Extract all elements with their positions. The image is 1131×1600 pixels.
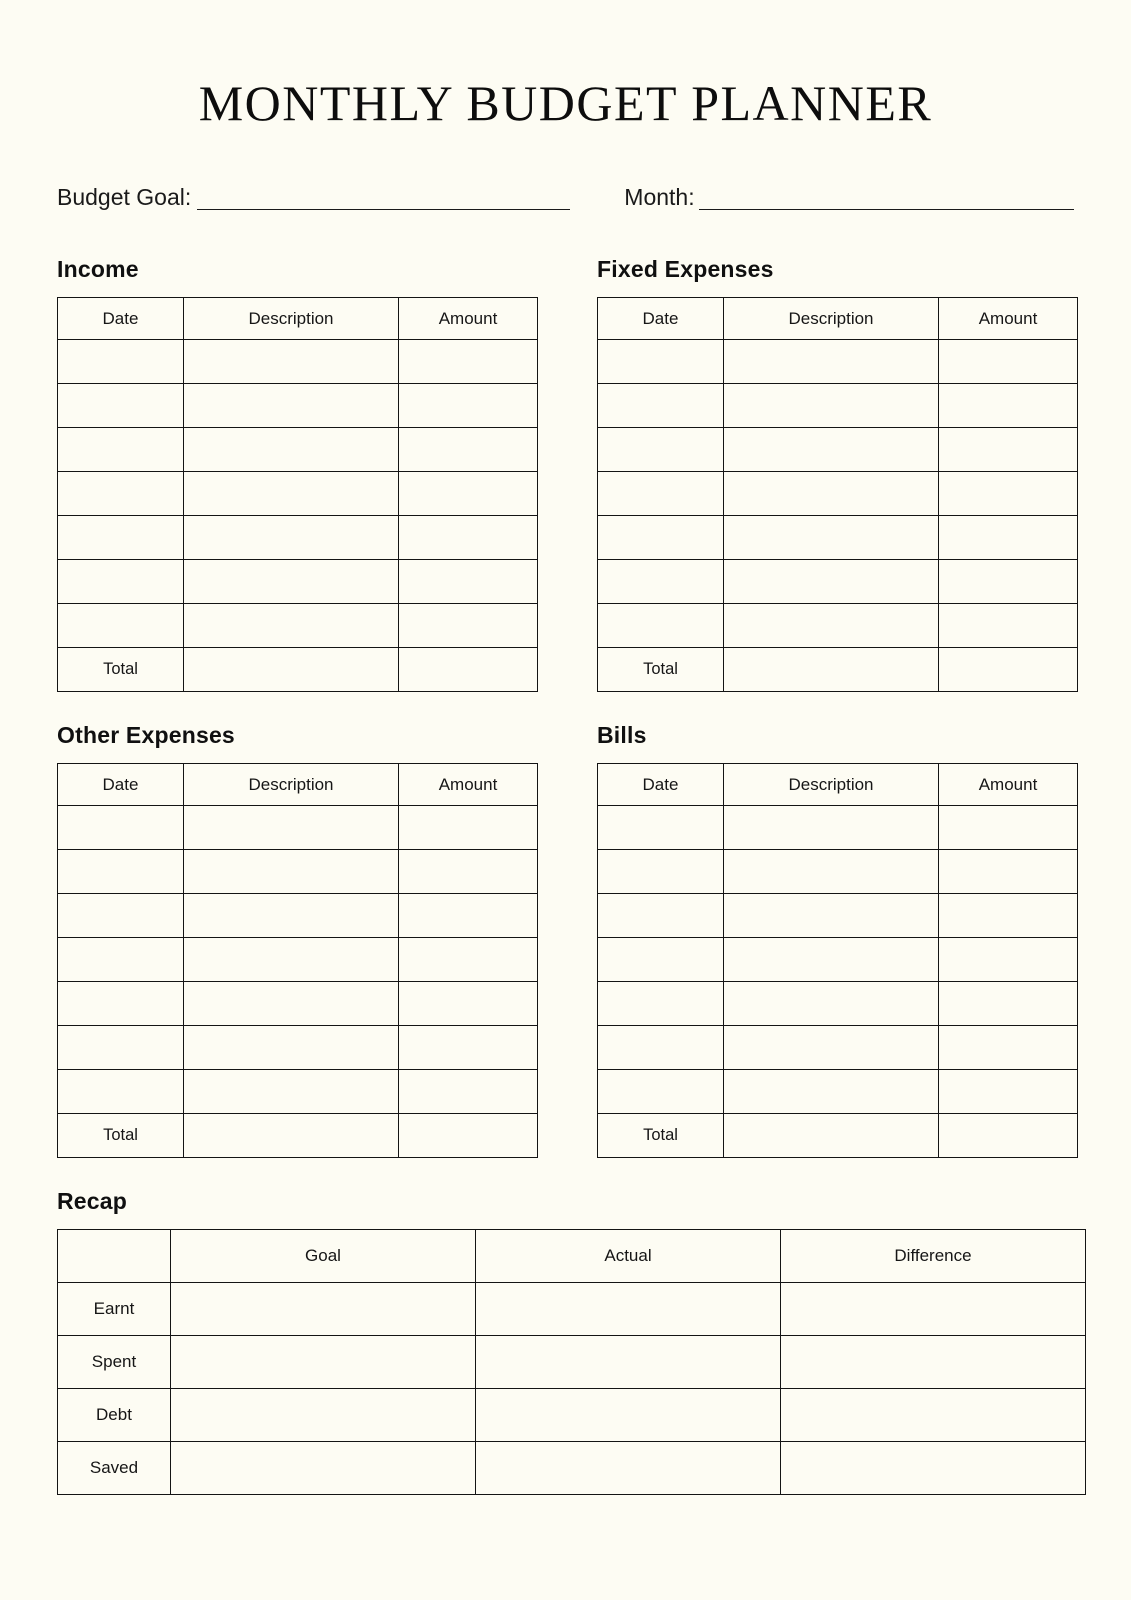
recap-table [57, 1229, 1086, 1495]
table-row [58, 982, 538, 1026]
cell-date[interactable] [598, 384, 724, 428]
cell-amount[interactable] [939, 1026, 1078, 1070]
section-other-expenses [57, 722, 534, 1158]
cell-description[interactable] [184, 560, 399, 604]
table-row [58, 428, 538, 472]
table-header-row [58, 764, 538, 806]
total-label: Total [598, 648, 724, 692]
cell-amount[interactable] [939, 340, 1078, 384]
cell-description[interactable] [724, 340, 939, 384]
recap-row-label-debt: Debt [58, 1389, 171, 1442]
cell-description[interactable] [724, 1070, 939, 1114]
table-row [598, 340, 1078, 384]
table-row [598, 850, 1078, 894]
cell-description[interactable] [724, 1026, 939, 1070]
fixed-expenses-heading: Fixed Expenses [597, 256, 774, 282]
total-amount[interactable] [939, 1114, 1078, 1158]
table-row [598, 938, 1078, 982]
column-header-date: Date [598, 298, 724, 340]
cell-date[interactable] [58, 516, 184, 560]
column-header-amount: Amount [399, 298, 538, 340]
cell-description[interactable] [724, 894, 939, 938]
cell-actual[interactable] [476, 1389, 781, 1442]
cell-amount[interactable] [939, 894, 1078, 938]
cell-amount[interactable] [399, 472, 538, 516]
cell-amount[interactable] [939, 1070, 1078, 1114]
cell-date[interactable] [58, 806, 184, 850]
column-header-goal: Goal [171, 1230, 476, 1283]
cell-description[interactable] [184, 1070, 399, 1114]
column-header-amount: Amount [939, 298, 1078, 340]
cell-date[interactable] [58, 1026, 184, 1070]
table-row [598, 516, 1078, 560]
table-total-row [598, 648, 1078, 692]
cell-goal[interactable] [171, 1389, 476, 1442]
cell-date[interactable] [598, 428, 724, 472]
recap-row-label-spent: Spent [58, 1336, 171, 1389]
cell-amount[interactable] [399, 560, 538, 604]
table-row [58, 472, 538, 516]
cell-date[interactable] [598, 894, 724, 938]
cell-description[interactable] [184, 938, 399, 982]
cell-amount[interactable] [399, 340, 538, 384]
table-row [598, 894, 1078, 938]
cell-description[interactable] [724, 604, 939, 648]
cell-date[interactable] [598, 938, 724, 982]
table-row [598, 384, 1078, 428]
column-header-actual: Actual [476, 1230, 781, 1283]
table-total-row [58, 648, 538, 692]
table-row [58, 604, 538, 648]
table-row [58, 1070, 538, 1114]
cell-description[interactable] [724, 560, 939, 604]
cell-date[interactable] [58, 560, 184, 604]
cell-date[interactable] [58, 1070, 184, 1114]
cell-date[interactable] [598, 472, 724, 516]
cell-date[interactable] [58, 604, 184, 648]
column-header-date: Date [58, 298, 184, 340]
bills-table [597, 763, 1078, 1158]
cell-amount[interactable] [399, 894, 538, 938]
cell-amount[interactable] [939, 850, 1078, 894]
cell-description[interactable] [724, 806, 939, 850]
cell-actual[interactable] [476, 1442, 781, 1495]
cell-date[interactable] [598, 560, 724, 604]
table-header-row [58, 1230, 1086, 1283]
table-row [58, 850, 538, 894]
cell-amount[interactable] [399, 1070, 538, 1114]
cell-description[interactable] [184, 340, 399, 384]
table-header-row [598, 298, 1078, 340]
section-fixed-expenses [597, 256, 1074, 692]
cell-amount[interactable] [399, 938, 538, 982]
cell-date[interactable] [58, 982, 184, 1026]
cell-date[interactable] [598, 516, 724, 560]
cell-difference[interactable] [781, 1389, 1086, 1442]
table-row [598, 472, 1078, 516]
budget-goal-field[interactable] [57, 184, 570, 210]
income-table [57, 297, 538, 692]
column-header-date: Date [58, 764, 184, 806]
total-label: Total [58, 648, 184, 692]
section-income [57, 256, 534, 692]
cell-amount[interactable] [939, 428, 1078, 472]
column-header-description: Description [724, 298, 939, 340]
cell-date[interactable] [598, 340, 724, 384]
table-row [58, 516, 538, 560]
cell-date[interactable] [598, 806, 724, 850]
cell-goal[interactable] [171, 1442, 476, 1495]
cell-date[interactable] [58, 472, 184, 516]
cell-description[interactable] [184, 472, 399, 516]
cell-description[interactable] [724, 982, 939, 1026]
table-row [58, 384, 538, 428]
month-field[interactable] [624, 184, 1074, 210]
meta-row [57, 184, 1074, 210]
cell-date[interactable] [598, 850, 724, 894]
cell-amount[interactable] [399, 1026, 538, 1070]
cell-amount[interactable] [939, 384, 1078, 428]
table-row [58, 1442, 1086, 1495]
month-label: Month: [624, 184, 695, 210]
table-header-row [598, 764, 1078, 806]
column-header-blank [58, 1230, 171, 1283]
table-row [58, 894, 538, 938]
total-description[interactable] [724, 648, 939, 692]
cell-difference[interactable] [781, 1336, 1086, 1389]
cell-date[interactable] [598, 1070, 724, 1114]
section-bills [597, 722, 1074, 1158]
cell-description[interactable] [184, 516, 399, 560]
cell-amount[interactable] [939, 982, 1078, 1026]
cell-amount[interactable] [399, 850, 538, 894]
table-total-row [598, 1114, 1078, 1158]
column-header-description: Description [184, 298, 399, 340]
table-row [58, 806, 538, 850]
budget-goal-input[interactable] [197, 187, 570, 210]
cell-amount[interactable] [939, 516, 1078, 560]
other-expenses-table [57, 763, 538, 1158]
cell-description[interactable] [724, 428, 939, 472]
section-recap [57, 1188, 1074, 1495]
cell-description[interactable] [184, 1026, 399, 1070]
cell-description[interactable] [724, 938, 939, 982]
cell-description[interactable] [184, 604, 399, 648]
cell-amount[interactable] [939, 472, 1078, 516]
cell-date[interactable] [58, 340, 184, 384]
cell-amount[interactable] [939, 604, 1078, 648]
column-header-difference: Difference [781, 1230, 1086, 1283]
total-label: Total [58, 1114, 184, 1158]
cell-amount[interactable] [399, 428, 538, 472]
cell-description[interactable] [184, 428, 399, 472]
table-row [58, 1026, 538, 1070]
cell-description[interactable] [724, 384, 939, 428]
cell-description[interactable] [724, 516, 939, 560]
page-title: MONTHLY BUDGET PLANNER [198, 75, 933, 131]
total-description[interactable] [184, 648, 399, 692]
cell-amount[interactable] [939, 560, 1078, 604]
tables-columns [57, 256, 1074, 1158]
column-header-date: Date [598, 764, 724, 806]
table-row [58, 938, 538, 982]
cell-description[interactable] [724, 850, 939, 894]
table-header-row [58, 298, 538, 340]
total-amount[interactable] [939, 648, 1078, 692]
cell-description[interactable] [184, 384, 399, 428]
recap-row-label-saved: Saved [58, 1442, 171, 1495]
cell-description[interactable] [184, 894, 399, 938]
total-amount[interactable] [399, 1114, 538, 1158]
table-row [58, 1389, 1086, 1442]
cell-date[interactable] [598, 1026, 724, 1070]
fixed-expenses-table [597, 297, 1078, 692]
table-row [58, 340, 538, 384]
cell-date[interactable] [58, 850, 184, 894]
table-row [58, 560, 538, 604]
total-description[interactable] [184, 1114, 399, 1158]
column-header-amount: Amount [399, 764, 538, 806]
table-row [598, 428, 1078, 472]
cell-description[interactable] [184, 806, 399, 850]
table-row [598, 604, 1078, 648]
cell-difference[interactable] [781, 1442, 1086, 1495]
cell-date[interactable] [58, 938, 184, 982]
income-heading: Income [57, 256, 139, 282]
right-column [597, 256, 1074, 1158]
cell-date[interactable] [58, 384, 184, 428]
cell-description[interactable] [724, 472, 939, 516]
table-row [598, 806, 1078, 850]
recap-row-label-earnt: Earnt [58, 1283, 171, 1336]
table-row [58, 1336, 1086, 1389]
cell-date[interactable] [58, 894, 184, 938]
cell-amount[interactable] [399, 982, 538, 1026]
cell-actual[interactable] [476, 1283, 781, 1336]
table-total-row [58, 1114, 538, 1158]
cell-description[interactable] [184, 850, 399, 894]
cell-difference[interactable] [781, 1283, 1086, 1336]
cell-goal[interactable] [171, 1336, 476, 1389]
column-header-description: Description [724, 764, 939, 806]
table-row [598, 1026, 1078, 1070]
total-description[interactable] [724, 1114, 939, 1158]
cell-amount[interactable] [399, 604, 538, 648]
recap-heading: Recap [57, 1188, 128, 1214]
cell-date[interactable] [598, 604, 724, 648]
budget-goal-label: Budget Goal: [57, 184, 192, 210]
cell-description[interactable] [184, 982, 399, 1026]
column-header-description: Description [184, 764, 399, 806]
month-input[interactable] [699, 187, 1074, 210]
total-label: Total [598, 1114, 724, 1158]
table-row [58, 1283, 1086, 1336]
table-row [598, 982, 1078, 1026]
bills-heading: Bills [597, 722, 647, 748]
cell-amount[interactable] [939, 806, 1078, 850]
column-header-amount: Amount [939, 764, 1078, 806]
other-expenses-heading: Other Expenses [57, 722, 235, 748]
cell-amount[interactable] [399, 516, 538, 560]
left-column [57, 256, 534, 1158]
table-row [598, 560, 1078, 604]
total-amount[interactable] [399, 648, 538, 692]
cell-date[interactable] [598, 982, 724, 1026]
table-row [598, 1070, 1078, 1114]
cell-actual[interactable] [476, 1336, 781, 1389]
cell-goal[interactable] [171, 1283, 476, 1336]
cell-amount[interactable] [939, 938, 1078, 982]
cell-amount[interactable] [399, 806, 538, 850]
cell-date[interactable] [58, 428, 184, 472]
cell-amount[interactable] [399, 384, 538, 428]
